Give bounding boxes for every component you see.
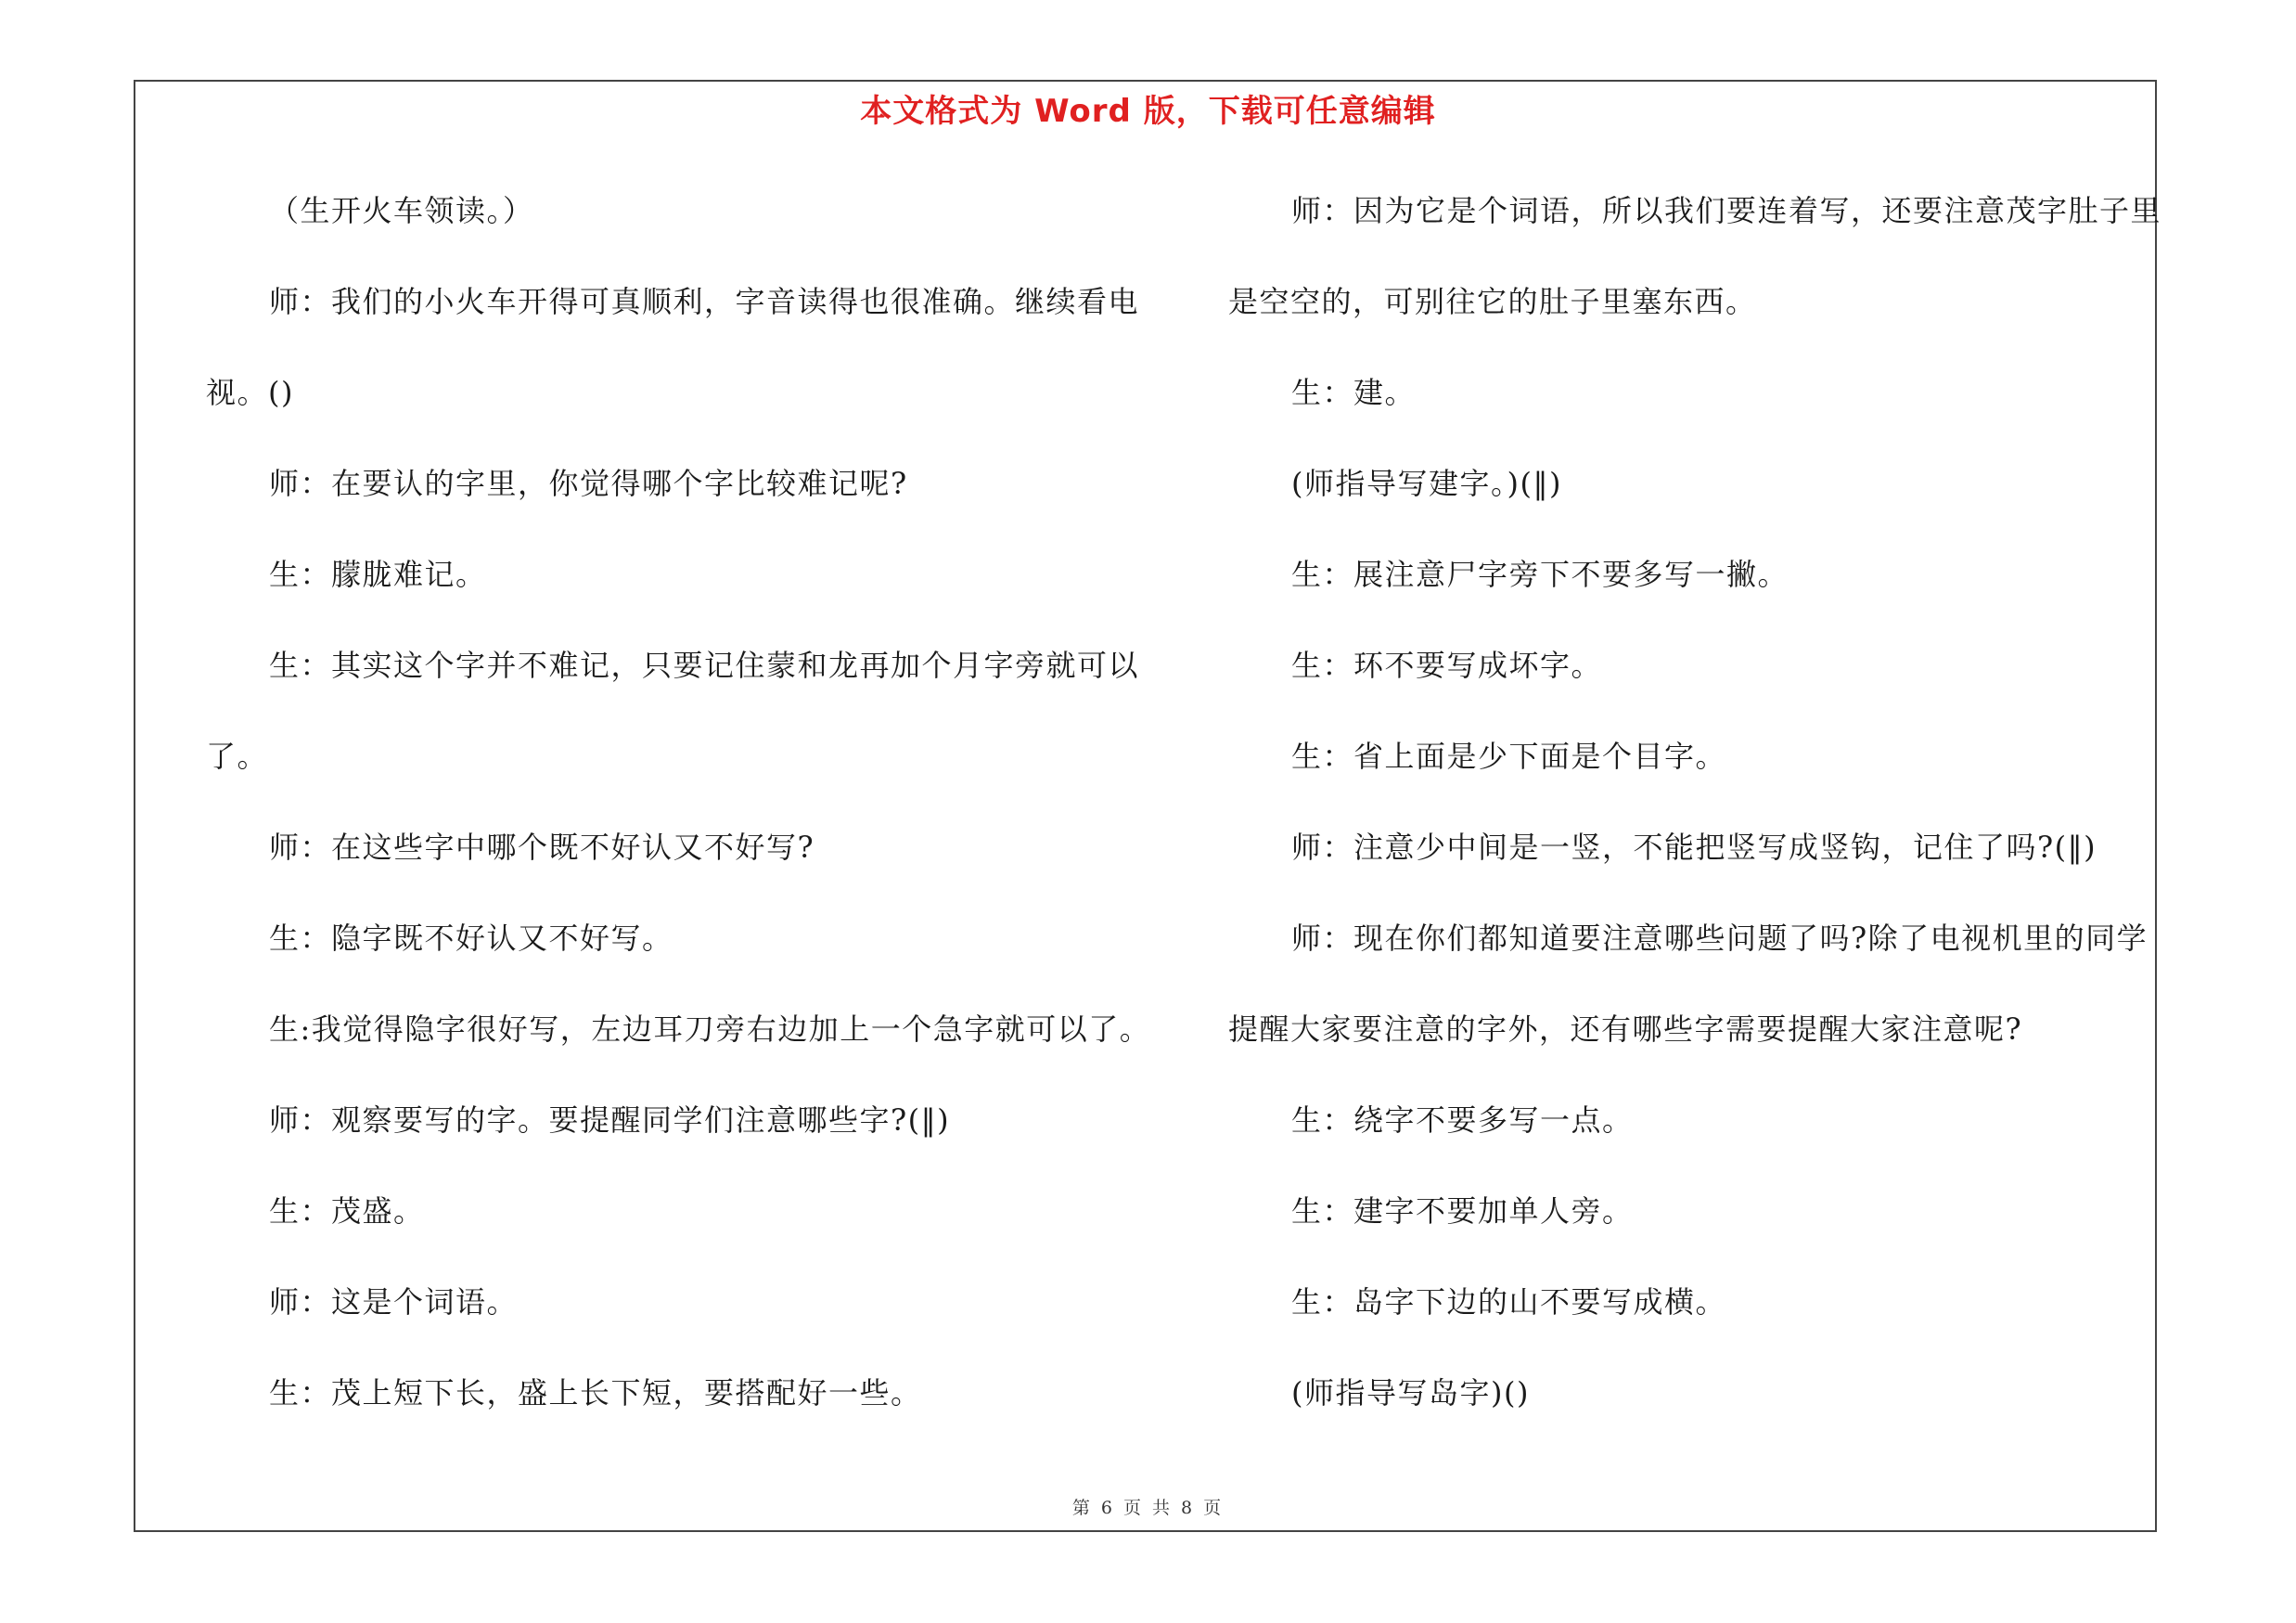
text-line: 生：茂盛。 [269, 1193, 425, 1229]
text-line: 生：茂上短下长，盛上长下短，要搭配好一些。 [269, 1375, 922, 1410]
text-line: 是空空的，可别往它的肚子里塞东西。 [1228, 284, 1757, 319]
left-text-column [206, 186, 1151, 1459]
text-line: (师指导写建字。)(‖) [1291, 466, 1562, 501]
text-line: 生：绕字不要多写一点。 [1291, 1102, 1634, 1138]
word-format-banner: 本文格式为 Word 版，下载可任意编辑 [860, 93, 1436, 130]
text-line: 了。 [206, 739, 269, 774]
page-number: 第 6 页 共 8 页 [1071, 1498, 1225, 1518]
text-line: 师：观察要写的字。要提醒同学们注意哪些字?(‖) [269, 1102, 951, 1138]
text-line: （生开火车领读。） [269, 193, 534, 228]
text-line: 师：注意少中间是一竖，不能把竖写成竖钩，记住了吗?(‖) [1291, 830, 2097, 865]
text-line: 生：建字不要加单人旁。 [1291, 1193, 1634, 1229]
text-line: 师：我们的小火车开得可真顺利，字音读得也很准确。继续看电 [269, 284, 1140, 319]
text-line: 师：因为它是个词语，所以我们要连着写，还要注意茂字肚子里 [1291, 193, 2162, 228]
text-line: 生：其实这个字并不难记，只要记住蒙和龙再加个月字旁就可以 [269, 648, 1140, 683]
text-line: (师指导写岛字)() [1291, 1375, 1530, 1410]
text-line: 生：展注意尸字旁下不要多写一撇。 [1291, 557, 1789, 592]
text-line: 提醒大家要注意的字外，还有哪些字需要提醒大家注意呢? [1228, 1011, 2023, 1047]
text-line: 师：现在你们都知道要注意哪些问题了吗?除了电视机里的同学 [1291, 921, 2148, 956]
text-line: 生：建。 [1291, 375, 1417, 410]
text-line: 师：这是个词语。 [269, 1284, 519, 1320]
text-line: 生：省上面是少下面是个目字。 [1291, 739, 1727, 774]
text-line: 生：隐字既不好认又不好写。 [269, 921, 673, 956]
text-line: 师：在要认的字里，你觉得哪个字比较难记呢? [269, 466, 908, 501]
text-line: 视。() [206, 375, 294, 410]
text-line: 师：在这些字中哪个既不好认又不好写? [269, 830, 815, 865]
right-text-column [1228, 186, 2162, 1459]
text-line: 生：岛字下边的山不要写成横。 [1291, 1284, 1727, 1320]
text-line: 生:我觉得隐字很好写，左边耳刀旁右边加上一个急字就可以了。 [269, 1011, 1151, 1047]
text-line: 生：朦胧难记。 [269, 557, 487, 592]
text-line: 生：环不要写成坏字。 [1291, 648, 1603, 683]
